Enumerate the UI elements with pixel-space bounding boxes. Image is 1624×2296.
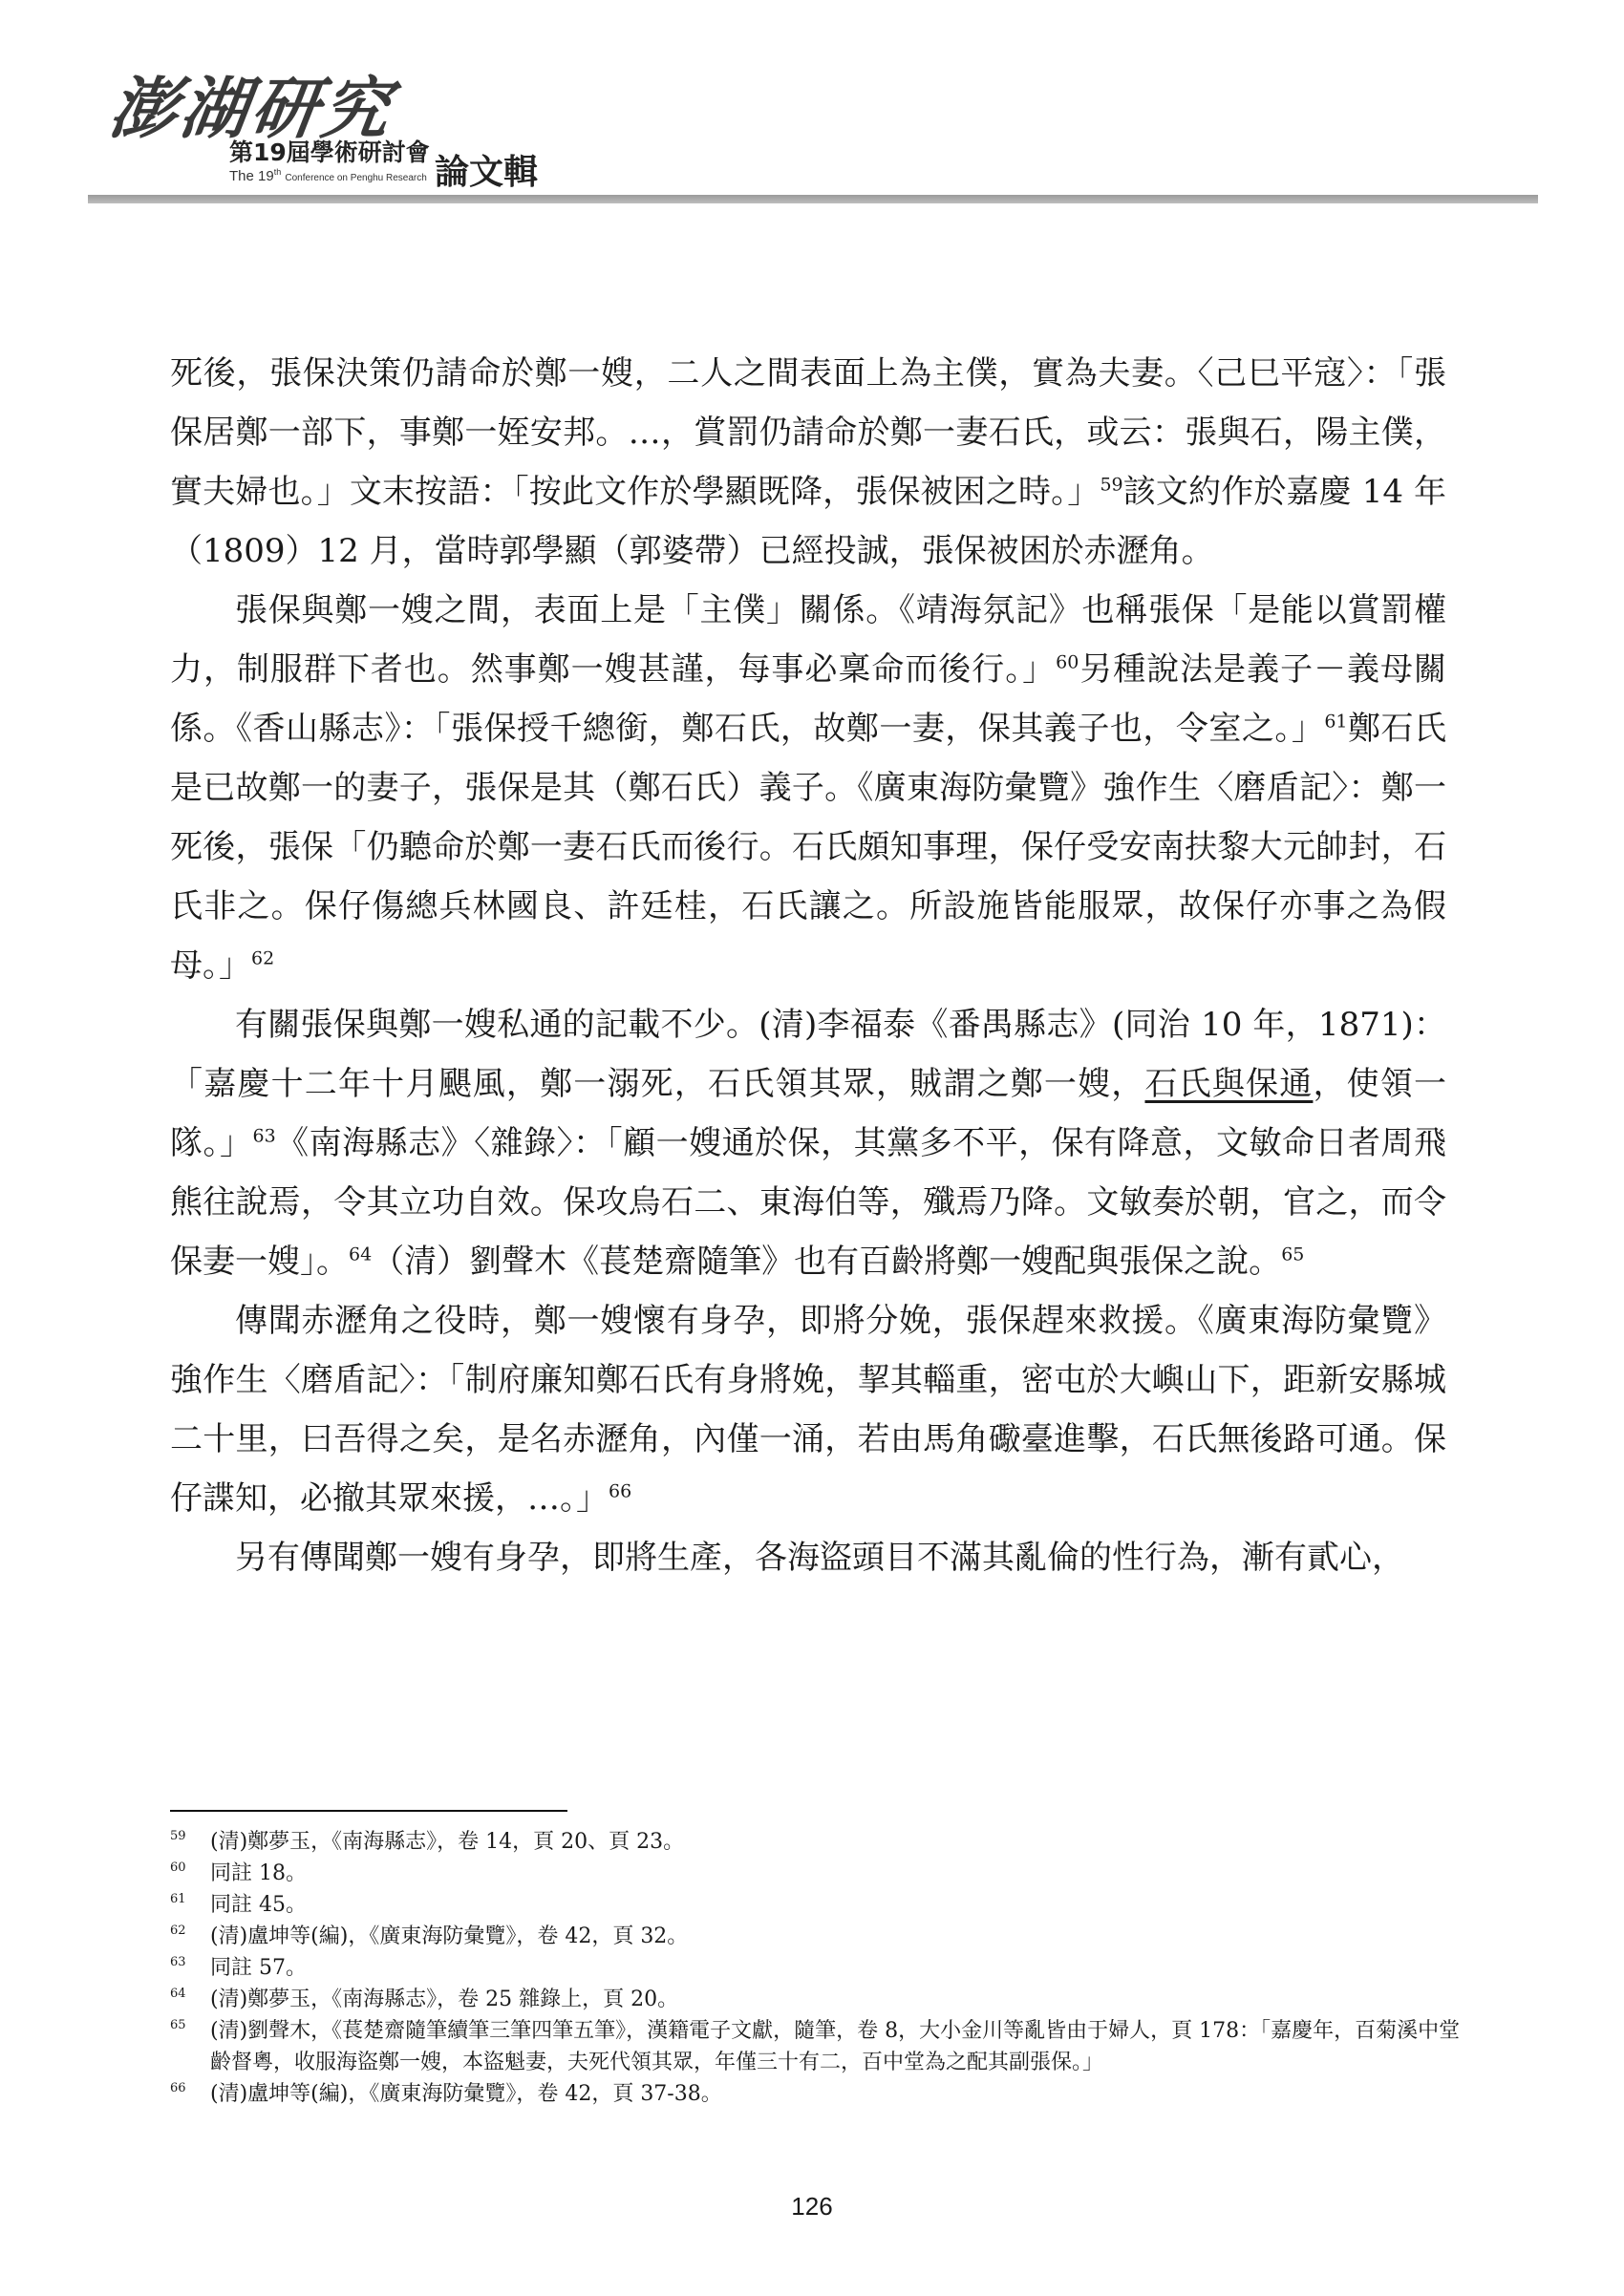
footnote-ref[interactable]: 66 xyxy=(609,1480,632,1502)
paragraph-4: 傳聞赤瀝角之役時，鄭一嫂懷有身孕，即將分娩，張保趕來救援。《廣東海防彙覽》強作生〈磨盾記〉：「制府廉知鄭石氏有身將娩，挈其輜重，密屯於大嶼山下，距新安縣城二十里，曰吾得之矣，是名赤瀝角，內僅一涌，若由馬角礮臺進擊，石氏無後路可通。保仔諜知，必撤其眾來援，…。」$^{66}$ xyxy=(170,1302,1446,1518)
footnote-ref[interactable]: 59 xyxy=(1100,474,1123,496)
footnote-text: (清)鄭夢玉，《南海縣志》，卷 14，頁 20、頁 23。 xyxy=(210,1830,685,1854)
footnote-text: (清)鄭夢玉，《南海縣志》，卷 25 雜錄上，頁 20。 xyxy=(210,1988,679,2011)
footnote-text: (清)盧坤等(編)，《廣東海防彙覽》，卷 42，頁 32。 xyxy=(210,1924,689,1948)
footnote-text: (清)劉聲木，《萇楚齋隨筆續筆三筆四筆五筆》，漢籍電子文獻，隨筆，卷 8，大小金川等亂皆由于婦人，頁 178：「嘉慶年，百菊溪中堂齡督粵，收服海盜鄭一嫂，本盜魁妻，夫死代領其眾，年僅三十有二，百中堂為之配其副張保。」 xyxy=(210,2019,1461,2074)
footnote-number: 61 xyxy=(170,1892,186,1906)
footnote-number: 66 xyxy=(170,2081,186,2095)
footnote-number: 65 xyxy=(170,2018,186,2032)
footnote-ref[interactable]: 64 xyxy=(349,1244,373,1265)
footnote-item xyxy=(170,1826,1469,1858)
footnote-ref[interactable]: 60 xyxy=(1056,651,1079,673)
footnote-item xyxy=(170,2015,1469,2078)
footnote-number: 60 xyxy=(170,1860,186,1875)
footnote-text: (清)盧坤等(編)，《廣東海防彙覽》，卷 42，頁 37-38。 xyxy=(210,2082,722,2106)
conference-en-prefix: The 19 xyxy=(229,168,274,184)
footnote-number: 59 xyxy=(170,1829,186,1843)
proceedings-label: 論文輯 xyxy=(435,153,539,192)
footnote-item xyxy=(170,1984,1469,2015)
main-body-text xyxy=(170,344,1446,1587)
paragraph-1: 死後，張保決策仍請命於鄭一嫂，二人之間表面上為主僕，實為夫妻。〈己巳平寇〉：「張保居鄭一部下，事鄭一姪安邦。…，賞罰仍請命於鄭一妻石氏，或云：張與石，陽主僕，實夫婦也。」文末按語：「按此文作於學顯既降，張保被困之時。」$^{59}$該文約作於嘉慶 14 年（1809）12 月，當時郭學顯（郭婆帶）已經投誠，張保被困於赤瀝角。 xyxy=(170,354,1446,570)
page-number: 126 xyxy=(791,2192,833,2221)
footnote-separator xyxy=(170,1810,567,1812)
footnotes xyxy=(170,1826,1469,2110)
footnote-text: 同註 18。 xyxy=(210,1861,307,1885)
conference-en-sup: th xyxy=(273,167,282,177)
footnote-number: 64 xyxy=(170,1987,186,2001)
footnote-number: 62 xyxy=(170,1924,186,1938)
conference-en-rest: Conference on Penghu Research xyxy=(285,173,427,183)
footnote-ref[interactable]: 62 xyxy=(251,947,275,969)
conference-title: 第19屆學術研討會 xyxy=(229,138,430,166)
conference-title-en xyxy=(229,167,427,184)
journal-brand-title: 澎湖研究 xyxy=(104,69,399,148)
paragraph-3: 有關張保與鄭一嫂私通的記載不少。(清)李福泰《番禺縣志》(同治 10 年，1871)：「嘉慶十二年十月颶風，鄭一溺死，石氏領其眾，賊謂之鄭一嫂，石氏與保通，使領一隊。」$^{63}$《南海縣志》〈雜錄〉：「顧一嫂通於保，其黨多不平，保有降意，文敏命日者周飛熊往說焉，令其立功自效。保攻烏石二、東海伯等，殲焉乃降。文敏奏於朝，官之，而令保妻一嫂」。$^{64}$（清）劉聲木《萇楚齋隨筆》也有百齡將鄭一嫂配與張保之說。$^{65}$ xyxy=(170,1006,1447,1281)
footnote-item xyxy=(170,2078,1469,2110)
underlined-phrase: 石氏與保通 xyxy=(1144,1065,1314,1103)
footnote-text: 同註 57。 xyxy=(210,1956,307,1980)
footnote-item xyxy=(170,1889,1469,1921)
footnote-number: 63 xyxy=(170,1955,186,1969)
footnote-ref[interactable]: 63 xyxy=(252,1125,276,1147)
footnote-text: 同註 45。 xyxy=(210,1893,307,1917)
footnote-ref[interactable]: 61 xyxy=(1324,711,1348,733)
footnote-item xyxy=(170,1952,1469,1984)
header-divider xyxy=(88,195,1538,203)
paragraph-5: 另有傳聞鄭一嫂有身孕，即將生產，各海盜頭目不滿其亂倫的性行為，漸有貳心， xyxy=(235,1539,1404,1577)
page-header xyxy=(0,0,1624,205)
footnote-ref[interactable]: 65 xyxy=(1281,1244,1305,1265)
footnote-item xyxy=(170,1858,1469,1889)
paragraph-2: 張保與鄭一嫂之間，表面上是「主僕」關係。《靖海氛記》也稱張保「是能以賞罰權力，制服群下者也。然事鄭一嫂甚謹，每事必稟命而後行。」$^{60}$另種說法是義子－義母關係。《香山縣志》：「張保授千總銜，鄭石氏，故鄭一妻，保其義子也，令室之。」$^{61}$鄭石氏是已故鄭一的妻子，張保是其（鄭石氏）義子。《廣東海防彙覽》強作生〈磨盾記〉：鄭一死後，張保「仍聽命於鄭一妻石氏而後行。石氏頗知事理，保仔受安南扶黎大元帥封，石氏非之。保仔傷總兵林國良、許廷桂，石氏讓之。所設施皆能服眾，故保仔亦事之為假母。」$^{62}$ xyxy=(170,591,1447,985)
footnote-item xyxy=(170,1921,1469,1952)
